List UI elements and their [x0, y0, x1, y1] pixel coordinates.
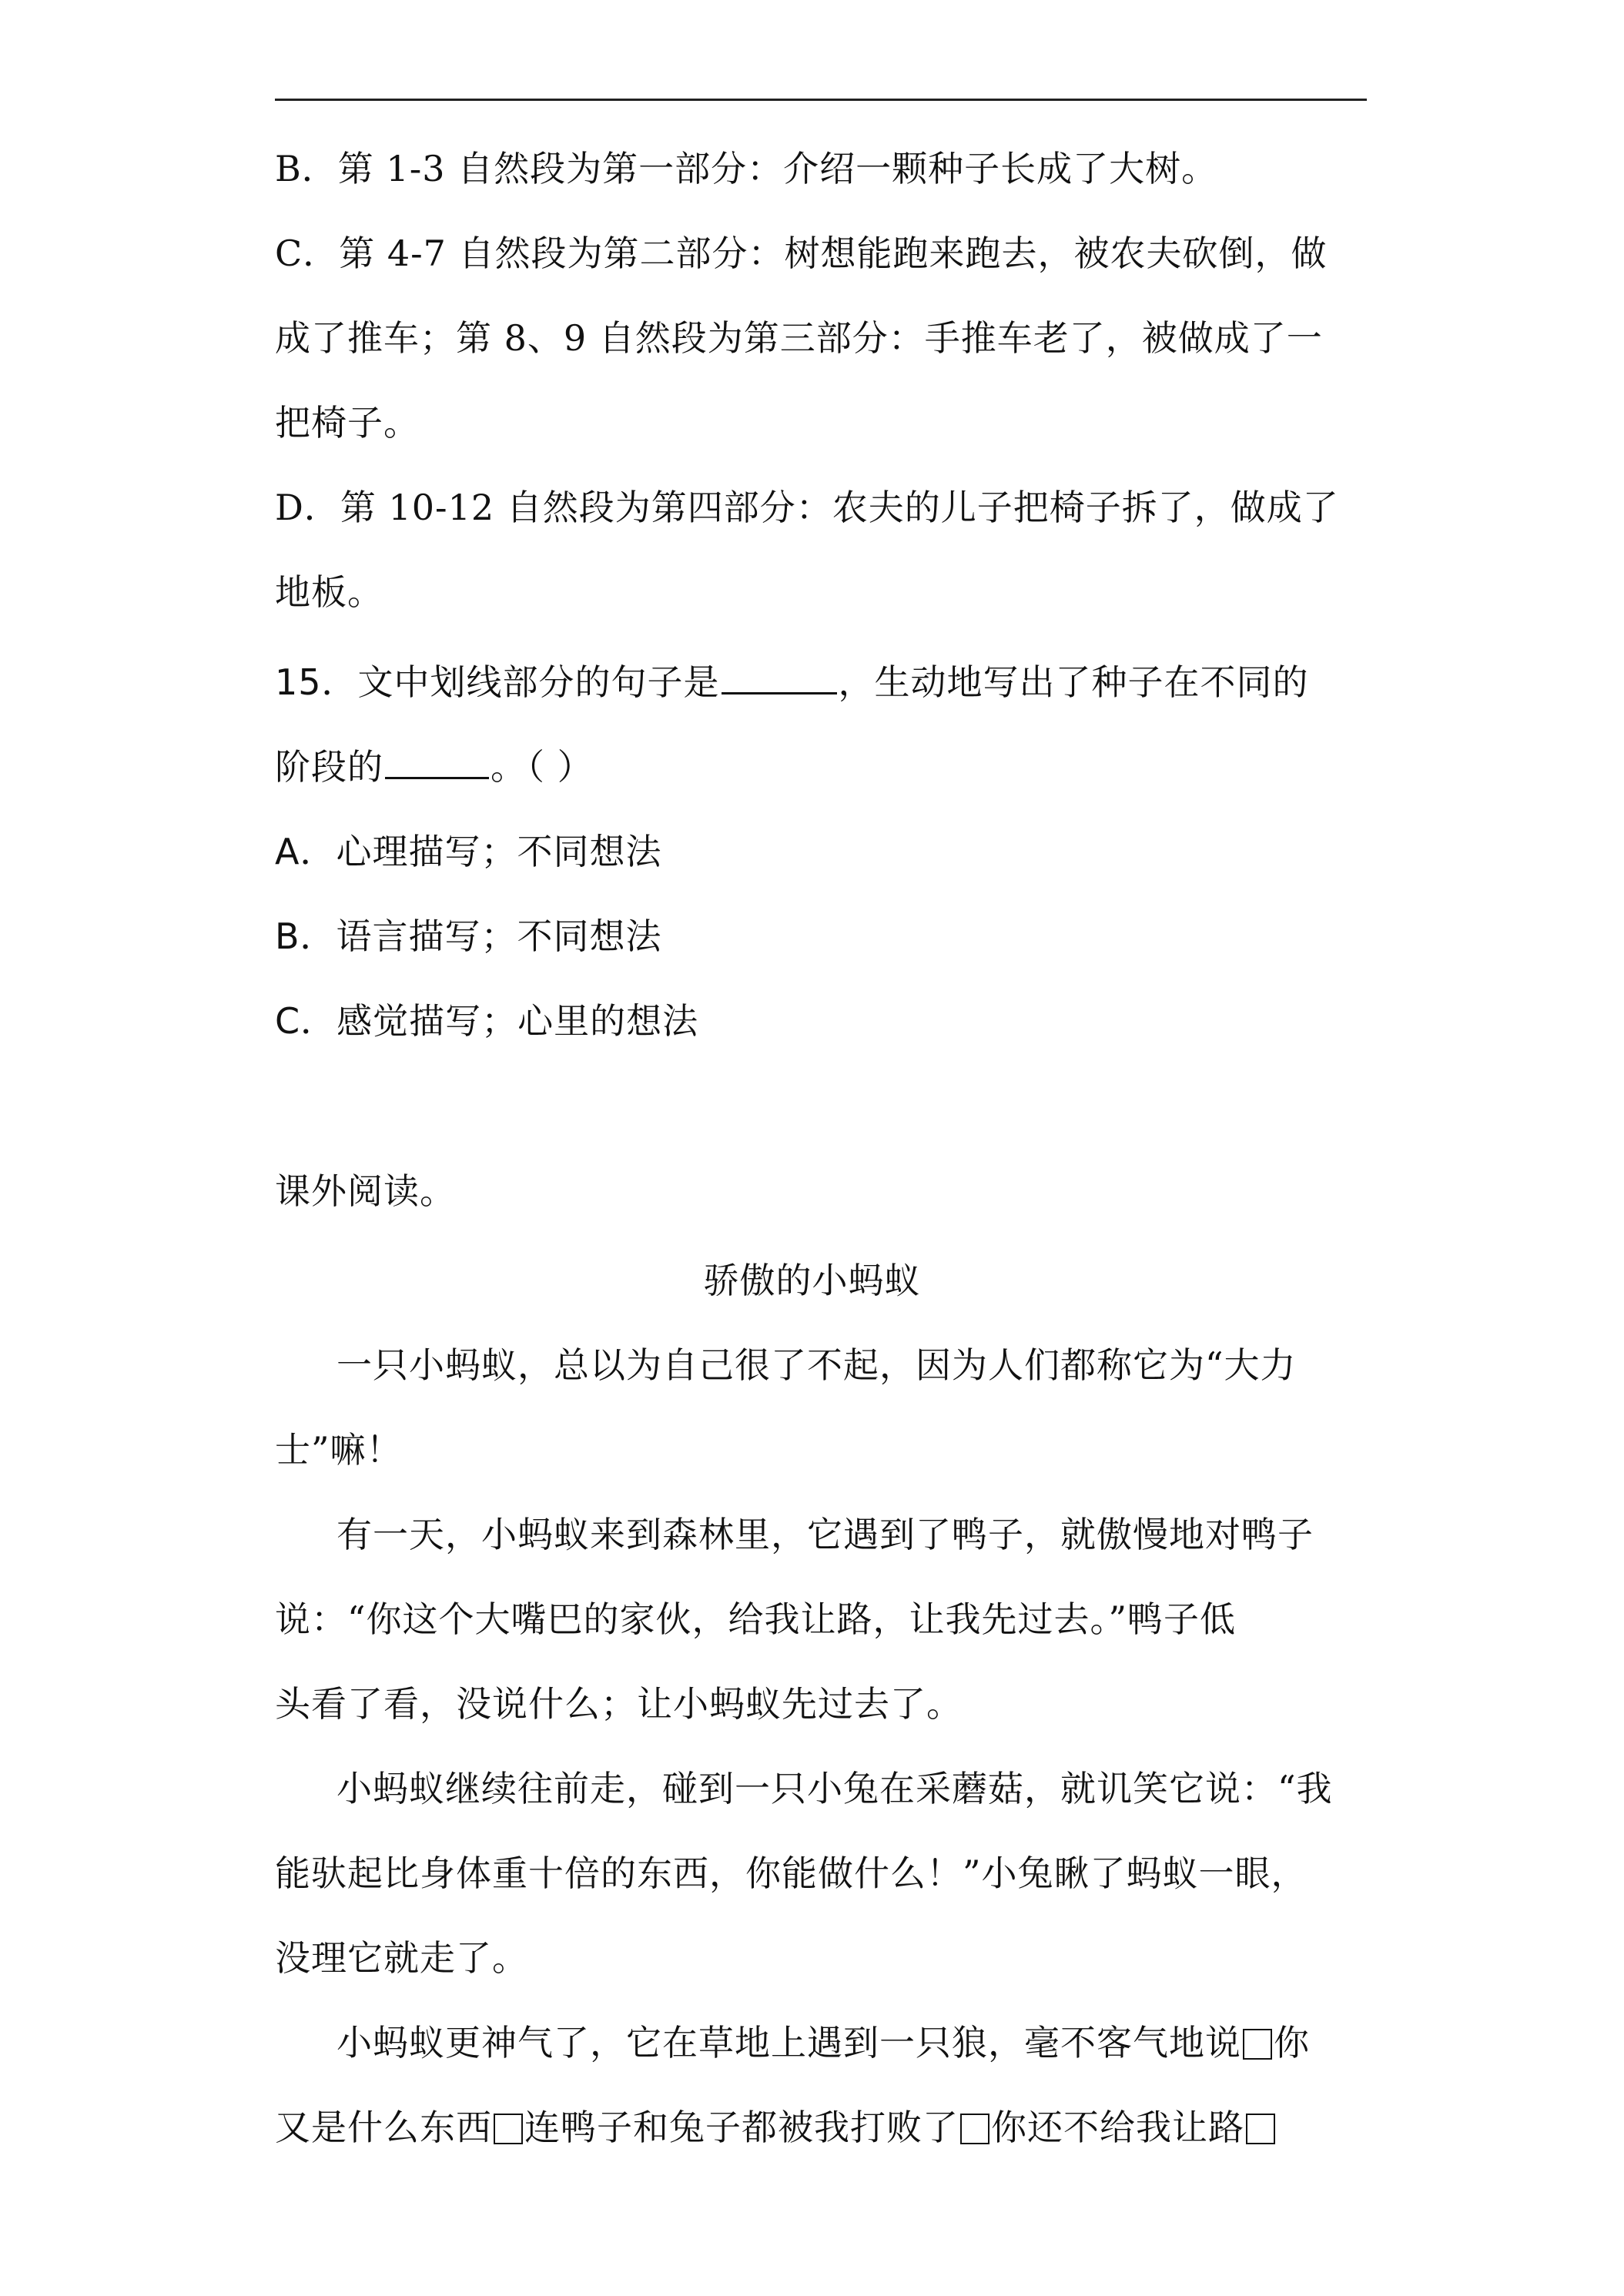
- section-heading: 课外阅读。: [275, 1170, 456, 1212]
- punctuation-box-4[interactable]: [1246, 2114, 1275, 2144]
- question-15-text-4: 。（ ）: [491, 746, 594, 788]
- story-p4-text-1: 小蚂蚁更神气了，它在草地上遇到一只狼，毫不客气地说: [337, 2022, 1241, 2063]
- story-p4-line-1: [337, 2021, 1445, 2064]
- question-15-option-a: A．心理描写；不同想法: [275, 831, 662, 872]
- question-15-text-3: 阶段的: [275, 746, 383, 788]
- story-p4-line-2: [275, 2106, 1384, 2149]
- option-d-prev-line-2: 地板。: [275, 571, 383, 613]
- story-p2-line-3: 头看了看，没说什么；让小蚂蚁先过去了。: [275, 1683, 963, 1725]
- story-title: 骄傲的小蚂蚁: [703, 1260, 921, 1301]
- question-15-option-c: C．感觉描写；心里的想法: [275, 1000, 699, 1042]
- story-p2-line-1: 有一天，小蚂蚁来到森林里，它遇到了鸭子，就傲慢地对鸭子: [337, 1514, 1314, 1555]
- story-p1-line-2: 士”嘛！: [275, 1429, 403, 1471]
- story-p3-line-3: 没理它就走了。: [275, 1937, 528, 1979]
- story-p3-line-2: 能驮起比身体重十倍的东西，你能做什么！”小兔瞅了蚂蚁一眼，: [275, 1853, 1308, 1894]
- question-15-text-2: ，生动地写出了种子在不同的: [838, 661, 1309, 703]
- story-p4-text-3: 又是什么东西: [275, 2107, 492, 2148]
- story-p1-line-1: 一只小蚂蚁，总以为自己很了不起，因为人们都称它为“大力: [337, 1344, 1297, 1386]
- header-rule: [275, 99, 1367, 101]
- option-c-prev-line-3: 把椅子。: [275, 402, 420, 443]
- option-d-prev-line-1: D．第 10-12 自然段为第四部分：农夫的儿子把椅子拆了，做成了: [275, 487, 1339, 528]
- story-p2-line-2: 说：“你这个大嘴巴的家伙，给我让路，让我先过去。”鸭子低: [275, 1598, 1237, 1640]
- punctuation-box-3[interactable]: [960, 2114, 989, 2144]
- option-c-prev-line-2: 成了推车；第 8、9 自然段为第三部分：手推车老了，被做成了一: [275, 317, 1323, 359]
- story-p4-text-2: 你: [1274, 2022, 1310, 2063]
- question-15-text-1: 15．文中划线部分的句子是: [275, 661, 720, 703]
- story-p4-text-4: 连鸭子和兔子都被我打败了: [524, 2107, 959, 2148]
- question-15-option-b: B．语言描写；不同想法: [275, 915, 662, 957]
- option-b-prev: B．第 1-3 自然段为第一部分：介绍一颗种子长成了大树。: [275, 148, 1218, 189]
- answer-blank-1[interactable]: [722, 658, 837, 694]
- story-p4-text-5: 你还不给我让路: [991, 2107, 1244, 2148]
- option-c-prev-line-1: C．第 4-7 自然段为第二部分：树想能跑来跑去，被农夫砍倒，做: [275, 233, 1328, 274]
- answer-blank-2[interactable]: [385, 743, 489, 779]
- punctuation-box-2[interactable]: [494, 2114, 523, 2144]
- question-15-line-1: [275, 658, 1384, 704]
- question-15-line-2: [275, 743, 1384, 788]
- punctuation-box-1[interactable]: [1243, 2029, 1272, 2060]
- story-p3-line-1: 小蚂蚁继续往前走，碰到一只小兔在采蘑菇，就讥笑它说：“我: [337, 1768, 1333, 1809]
